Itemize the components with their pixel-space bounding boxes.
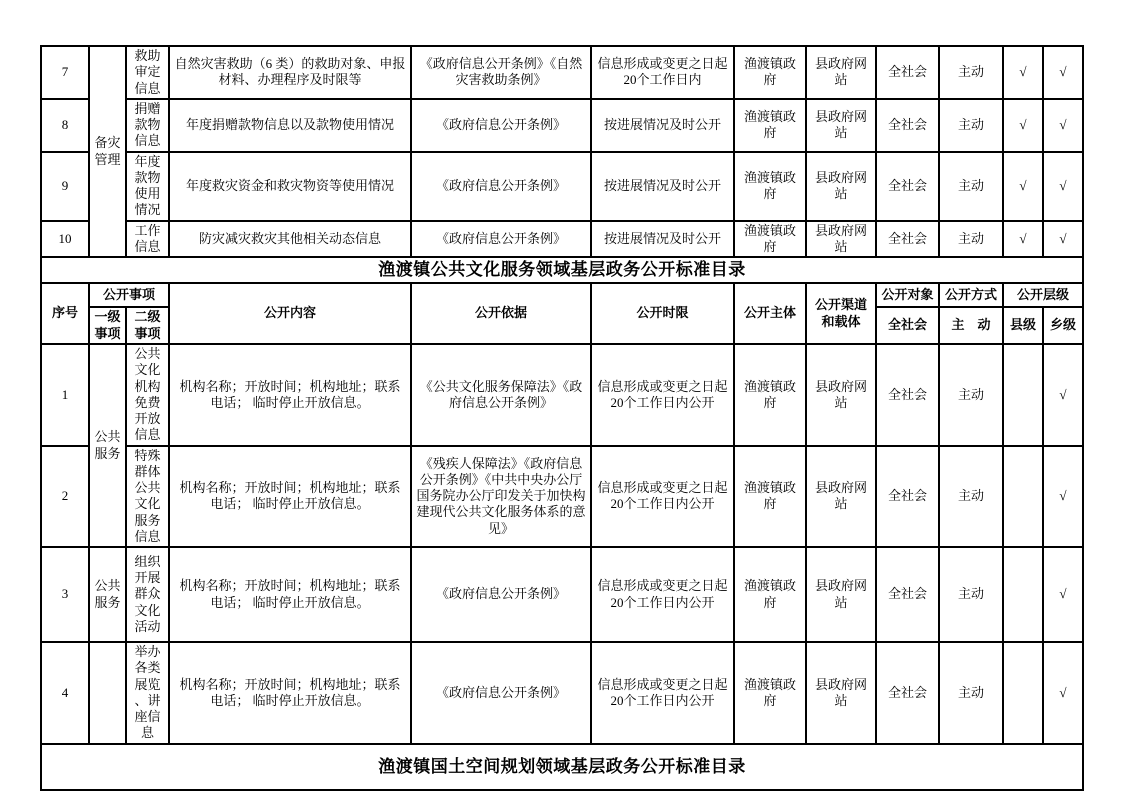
cell-basis: 《政府信息公开条例》	[411, 642, 591, 744]
cell-serial: 10	[41, 221, 89, 258]
cell-township-check: √	[1043, 46, 1083, 99]
cell-township-check: √	[1043, 547, 1083, 642]
table-row	[41, 642, 1083, 744]
cell-channel: 县政府网站	[806, 642, 876, 744]
cell-level2-item: 组织开展群众文化活动	[126, 547, 169, 642]
cell-level2-item: 年度款物使用情况	[126, 152, 169, 221]
header-content: 公开内容	[169, 283, 411, 344]
table-row	[41, 344, 1083, 446]
cell-basis: 《残疾人保障法》《政府信息公开条例》《中共中央办公厅国务院办公厅印发关于加快构建现代公共文化服务体系的意见》	[411, 446, 591, 548]
cell-deadline: 按进展情况及时公开	[591, 221, 734, 258]
cell-method: 主动	[939, 152, 1003, 221]
header-deadline: 公开时限	[591, 283, 734, 344]
table-row	[41, 446, 1083, 548]
cell-content: 年度捐赠款物信息以及款物使用情况	[169, 99, 411, 152]
cell-township-check: √	[1043, 446, 1083, 548]
cell-level2-item: 特殊群体公共文化服务信息	[126, 446, 169, 548]
cell-deadline: 按进展情况及时公开	[591, 152, 734, 221]
cell-township-check: √	[1043, 99, 1083, 152]
cell-township-check: √	[1043, 642, 1083, 744]
cell-serial: 4	[41, 642, 89, 744]
table-row	[41, 547, 1083, 642]
cell-channel: 县政府网站	[806, 344, 876, 446]
cell-audience: 全社会	[876, 547, 939, 642]
cell-subject: 渔渡镇政府	[734, 46, 806, 99]
cell-method: 主动	[939, 547, 1003, 642]
cell-content: 年度救灾资金和救灾物资等使用情况	[169, 152, 411, 221]
cell-audience: 全社会	[876, 642, 939, 744]
cell-subject: 渔渡镇政府	[734, 221, 806, 258]
cell-level2-item: 捐赠款物信息	[126, 99, 169, 152]
cell-subject: 渔渡镇政府	[734, 99, 806, 152]
header-method-group: 公开方式	[939, 283, 1003, 307]
cell-deadline: 信息形成或变更之日起20个工作日内公开	[591, 446, 734, 548]
cell-basis: 《政府信息公开条例》	[411, 221, 591, 258]
cell-deadline: 按进展情况及时公开	[591, 99, 734, 152]
cell-basis: 《公共文化服务保障法》《政府信息公开条例》	[411, 344, 591, 446]
cell-audience: 全社会	[876, 446, 939, 548]
cell-level1-item: 公共服务	[89, 344, 126, 547]
cell-basis: 《政府信息公开条例》	[411, 152, 591, 221]
cell-audience: 全社会	[876, 221, 939, 258]
cell-channel: 县政府网站	[806, 46, 876, 99]
cell-county-check: √	[1003, 152, 1043, 221]
header-county: 县级	[1003, 307, 1043, 344]
cell-level2-item: 公共文化机构免费开放信息	[126, 344, 169, 446]
cell-county-check	[1003, 446, 1043, 548]
cell-basis: 《政府信息公开条例》	[411, 99, 591, 152]
cell-subject: 渔渡镇政府	[734, 642, 806, 744]
cell-channel: 县政府网站	[806, 152, 876, 221]
cell-content: 机构名称；开放时间；机构地址；联系电话； 临时停止开放信息。	[169, 446, 411, 548]
cell-serial: 7	[41, 46, 89, 99]
header-channel: 公开渠道和载体	[806, 283, 876, 344]
cell-content: 自然灾害救助（6 类）的救助对象、申报材料、办理程序及时限等	[169, 46, 411, 99]
cell-basis: 《政府信息公开条例》《自然灾害救助条例》	[411, 46, 591, 99]
cell-subject: 渔渡镇政府	[734, 344, 806, 446]
cell-county-check: √	[1003, 46, 1043, 99]
cell-method: 主动	[939, 46, 1003, 99]
cell-deadline: 信息形成或变更之日起20个工作日内公开	[591, 547, 734, 642]
header-audience-group: 公开对象	[876, 283, 939, 307]
header-level1-item: 一级事项	[89, 307, 126, 344]
cell-level2-item: 工作信息	[126, 221, 169, 258]
cell-channel: 县政府网站	[806, 99, 876, 152]
cell-serial: 8	[41, 99, 89, 152]
cell-audience: 全社会	[876, 152, 939, 221]
cell-method: 主动	[939, 344, 1003, 446]
cell-county-check: √	[1003, 221, 1043, 258]
cell-township-check: √	[1043, 344, 1083, 446]
cell-method: 主动	[939, 642, 1003, 744]
cell-level2-item: 举办各类展览、讲座信息	[126, 642, 169, 744]
cell-basis: 《政府信息公开条例》	[411, 547, 591, 642]
table-row	[41, 99, 1083, 152]
cell-subject: 渔渡镇政府	[734, 152, 806, 221]
header-subject: 公开主体	[734, 283, 806, 344]
table-row	[41, 744, 1083, 790]
cell-serial: 3	[41, 547, 89, 642]
cell-channel: 县政府网站	[806, 547, 876, 642]
cell-subject: 渔渡镇政府	[734, 446, 806, 548]
table-row	[41, 46, 1083, 99]
cell-serial: 9	[41, 152, 89, 221]
cell-content: 机构名称；开放时间；机构地址；联系电话； 临时停止开放信息。	[169, 642, 411, 744]
cell-deadline: 信息形成或变更之日起20个工作日内	[591, 46, 734, 99]
cell-deadline: 信息形成或变更之日起20个工作日内公开	[591, 344, 734, 446]
cell-township-check: √	[1043, 152, 1083, 221]
cell-channel: 县政府网站	[806, 446, 876, 548]
cell-method: 主动	[939, 99, 1003, 152]
cell-audience: 全社会	[876, 46, 939, 99]
cell-content: 机构名称；开放时间；机构地址；联系电话； 临时停止开放信息。	[169, 344, 411, 446]
cell-channel: 县政府网站	[806, 221, 876, 258]
section-title-land: 渔渡镇国土空间规划领域基层政务公开标准目录	[41, 744, 1083, 790]
cell-level1-item: 公共服务	[89, 547, 126, 642]
cell-county-check: √	[1003, 99, 1043, 152]
cell-subject: 渔渡镇政府	[734, 547, 806, 642]
cell-level1-item	[89, 642, 126, 744]
cell-level1-item: 备灾管理	[89, 46, 126, 257]
header-items-group: 公开事项	[89, 283, 169, 307]
header-basis: 公开依据	[411, 283, 591, 344]
table-row	[41, 152, 1083, 221]
cell-county-check	[1003, 344, 1043, 446]
section-title-culture: 渔渡镇公共文化服务领域基层政务公开标准目录	[41, 257, 1083, 283]
cell-serial: 2	[41, 446, 89, 548]
header-serial: 序号	[41, 283, 89, 344]
cell-serial: 1	[41, 344, 89, 446]
cell-audience: 全社会	[876, 344, 939, 446]
header-method: 主 动	[939, 307, 1003, 344]
cell-township-check: √	[1043, 221, 1083, 258]
table-row	[41, 257, 1083, 283]
table-header-row	[41, 283, 1083, 307]
cell-county-check	[1003, 547, 1043, 642]
cell-method: 主动	[939, 221, 1003, 258]
cell-content: 防灾减灾救灾其他相关动态信息	[169, 221, 411, 258]
disclosure-catalog-table	[40, 45, 1084, 791]
cell-level2-item: 救助审定信息	[126, 46, 169, 99]
header-level2-item: 二级事项	[126, 307, 169, 344]
cell-content: 机构名称；开放时间；机构地址；联系电话； 临时停止开放信息。	[169, 547, 411, 642]
cell-method: 主动	[939, 446, 1003, 548]
header-audience: 全社会	[876, 307, 939, 344]
header-township: 乡级	[1043, 307, 1083, 344]
table-row	[41, 221, 1083, 258]
cell-deadline: 信息形成或变更之日起20个工作日内公开	[591, 642, 734, 744]
cell-county-check	[1003, 642, 1043, 744]
header-level-group: 公开层级	[1003, 283, 1083, 307]
cell-audience: 全社会	[876, 99, 939, 152]
